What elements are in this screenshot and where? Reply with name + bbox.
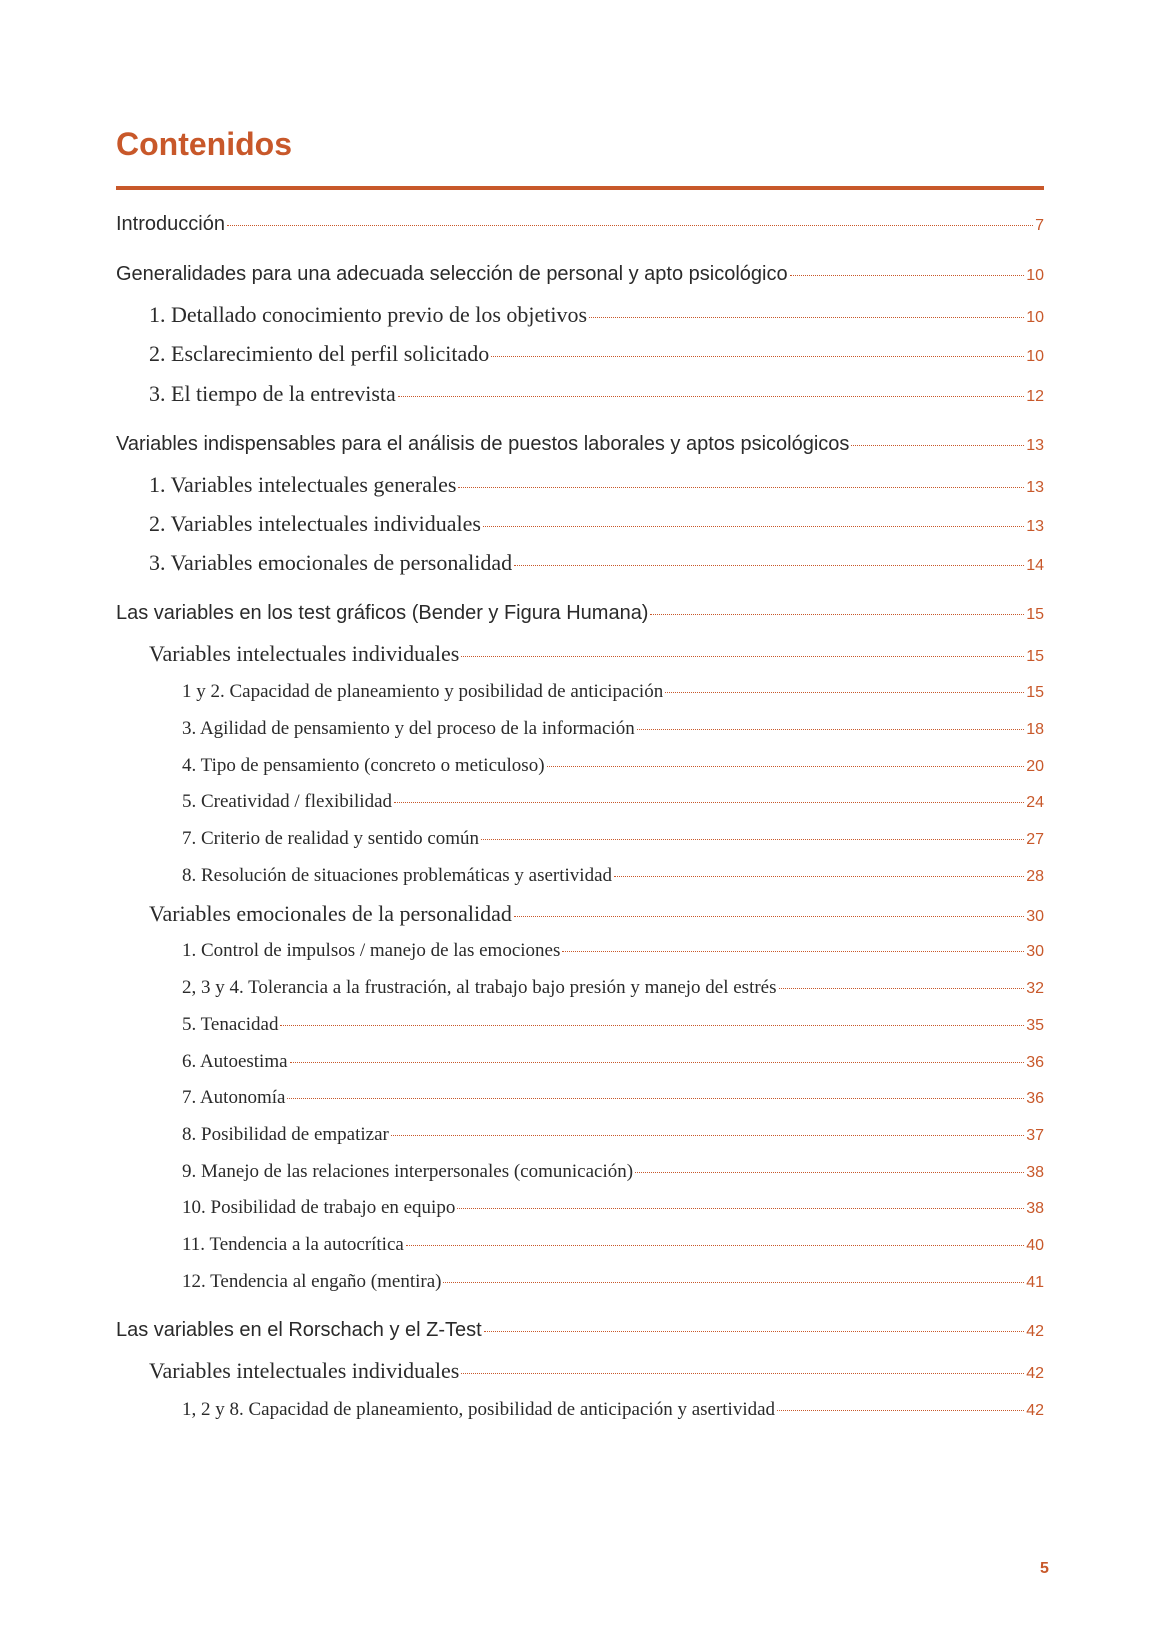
toc-entry-title: 11. Tendencia a la autocrítica — [182, 1234, 404, 1255]
toc-entry-title: 3. Variables emocionales de personalidad — [149, 550, 513, 575]
toc-entry-title: 2. Esclarecimiento del perfil solicitado — [149, 341, 490, 366]
toc-entry-title: 5. Tenacidad — [182, 1014, 279, 1035]
toc-entry[interactable] — [116, 678, 1044, 706]
toc-entry-page: 10 — [1026, 348, 1044, 365]
toc-entry-title: Variables intelectuales individuales — [149, 641, 460, 666]
toc-entry-page: 13 — [1026, 479, 1044, 496]
dot-leader — [406, 1245, 1024, 1246]
toc-entry-title: Introducción — [116, 213, 225, 235]
toc-entry-title: 4. Tipo de pensamiento (concreto o meticuloso) — [182, 755, 545, 776]
toc-entry-page: 15 — [1026, 606, 1044, 623]
toc-entry-page: 15 — [1026, 684, 1044, 701]
toc-entry-title: 1. Variables intelectuales generales — [149, 472, 457, 497]
page-title: Contenidos — [116, 126, 292, 162]
toc-entry[interactable] — [116, 549, 1044, 577]
toc-entry[interactable] — [116, 1194, 1044, 1222]
toc-entry-page: 13 — [1026, 437, 1044, 454]
toc-entry[interactable] — [116, 1048, 1044, 1076]
toc-entry[interactable] — [116, 430, 1044, 458]
toc-entry-page: 36 — [1026, 1090, 1044, 1107]
toc-entry-title: 1. Control de impulsos / manejo de las emociones — [182, 940, 561, 961]
dot-leader — [483, 526, 1024, 527]
toc-entry[interactable] — [116, 862, 1044, 890]
dot-leader — [287, 1098, 1024, 1099]
toc-entry-page: 28 — [1026, 868, 1044, 885]
toc-entry-page: 24 — [1026, 794, 1044, 811]
toc-entry[interactable] — [116, 340, 1044, 368]
dot-leader — [443, 1282, 1024, 1283]
toc-entry-page: 35 — [1026, 1017, 1044, 1034]
toc-entry-page: 10 — [1026, 309, 1044, 326]
toc-entry-page: 10 — [1026, 267, 1044, 284]
toc-entry-title: 5. Creatividad / flexibilidad — [182, 791, 393, 812]
dot-leader — [589, 317, 1024, 318]
toc-entry-title: 1, 2 y 8. Capacidad de planeamiento, posibilidad de anticipación y asertividad — [182, 1399, 776, 1420]
toc-entry-page: 32 — [1026, 980, 1044, 997]
dot-leader — [635, 1172, 1024, 1173]
dot-leader — [851, 445, 1024, 446]
dot-leader — [790, 275, 1025, 276]
dot-leader — [650, 614, 1024, 615]
toc-entry-page: 36 — [1026, 1054, 1044, 1071]
toc-entry-page: 14 — [1026, 557, 1044, 574]
toc-entry-title: 6. Autoestima — [182, 1051, 288, 1072]
dot-leader — [547, 766, 1025, 767]
toc-entry[interactable] — [116, 510, 1044, 538]
toc-entry-title: Variables intelectuales individuales — [149, 1358, 460, 1383]
toc-entry[interactable] — [116, 1396, 1044, 1424]
toc-entry-page: 27 — [1026, 831, 1044, 848]
toc-entry-title: Variables emocionales de la personalidad — [149, 901, 512, 926]
dot-leader — [665, 692, 1024, 693]
toc-entry-title: 3. El tiempo de la entrevista — [149, 381, 396, 406]
toc-entry-title: 8. Posibilidad de empatizar — [182, 1124, 389, 1145]
dot-leader — [484, 1331, 1024, 1332]
dot-leader — [637, 729, 1024, 730]
toc-entry-title: 2. Variables intelectuales individuales — [149, 511, 481, 536]
toc-entry-page: 42 — [1026, 1402, 1044, 1419]
toc-entry[interactable] — [116, 1158, 1044, 1186]
toc-entry-title: 9. Manejo de las relaciones interpersonales (comunicación) — [182, 1161, 634, 1182]
toc-entry-page: 38 — [1026, 1164, 1044, 1181]
dot-leader — [514, 565, 1024, 566]
dot-leader — [290, 1062, 1025, 1063]
toc-entry[interactable] — [116, 715, 1044, 743]
toc-entry-page: 18 — [1026, 721, 1044, 738]
dot-leader — [481, 839, 1024, 840]
toc-entry[interactable] — [116, 752, 1044, 780]
toc-entry[interactable] — [116, 471, 1044, 499]
toc-entry[interactable] — [116, 937, 1044, 965]
toc-entry[interactable] — [116, 301, 1044, 329]
toc-entry-title: Variables indispensables para el análisis de puestos laborales y aptos psicológicos — [116, 433, 850, 455]
toc-entry[interactable] — [116, 825, 1044, 853]
toc-entry[interactable] — [116, 1084, 1044, 1112]
toc-entry-page: 20 — [1026, 758, 1044, 775]
toc-entry-page: 40 — [1026, 1237, 1044, 1254]
dot-leader — [457, 1208, 1024, 1209]
toc-entry-title: 2, 3 y 4. Tolerancia a la frustración, al trabajo bajo presión y manejo del estrés — [182, 977, 777, 998]
toc-entry-page: 41 — [1026, 1274, 1044, 1291]
toc-entry-page: 12 — [1026, 388, 1044, 405]
toc-entry-page: 37 — [1026, 1127, 1044, 1144]
toc-entry-page: 7 — [1035, 217, 1044, 234]
dot-leader — [458, 487, 1024, 488]
toc-entry[interactable] — [116, 640, 1044, 668]
toc-entry[interactable] — [116, 1268, 1044, 1296]
toc-entry-page: 38 — [1026, 1200, 1044, 1217]
toc-entry-title: 7. Criterio de realidad y sentido común — [182, 828, 480, 849]
toc-entry-title: 12. Tendencia al engaño (mentira) — [182, 1271, 442, 1292]
dot-leader — [461, 656, 1024, 657]
toc-entry-title: Generalidades para una adecuada selección de personal y apto psicológico — [116, 263, 788, 285]
toc-entry-title: 8. Resolución de situaciones problemáticas y asertividad — [182, 865, 613, 886]
page-number: 5 — [1040, 1560, 1049, 1577]
dot-leader — [398, 396, 1024, 397]
dot-leader — [391, 1135, 1024, 1136]
toc-entry[interactable] — [116, 1011, 1044, 1039]
toc-entry[interactable] — [116, 900, 1044, 928]
toc-entry[interactable] — [116, 1231, 1044, 1259]
toc-entry-page: 15 — [1026, 648, 1044, 665]
toc-entry[interactable] — [116, 599, 1044, 627]
toc-entry[interactable] — [116, 260, 1044, 288]
toc-entry-title: 10. Posibilidad de trabajo en equipo — [182, 1197, 456, 1218]
dot-leader — [280, 1025, 1024, 1026]
toc-entry-title: Las variables en el Rorschach y el Z-Test — [116, 1319, 482, 1341]
toc-entry-page: 30 — [1026, 908, 1044, 925]
toc-entry-page: 42 — [1026, 1323, 1044, 1340]
toc-entry-page: 42 — [1026, 1365, 1044, 1382]
toc-entry[interactable] — [116, 1316, 1044, 1344]
toc-entry-page: 13 — [1026, 518, 1044, 535]
dot-leader — [777, 1410, 1024, 1411]
toc-entry[interactable] — [116, 1121, 1044, 1149]
toc-entry[interactable] — [116, 1357, 1044, 1385]
dot-leader — [514, 916, 1024, 917]
dot-leader — [394, 802, 1024, 803]
dot-leader — [562, 951, 1024, 952]
dot-leader — [614, 876, 1024, 877]
toc-entry[interactable] — [116, 788, 1044, 816]
dot-leader — [227, 225, 1033, 226]
title-divider — [116, 186, 1044, 190]
toc-entry-title: 1 y 2. Capacidad de planeamiento y posibilidad de anticipación — [182, 681, 664, 702]
dot-leader — [779, 988, 1025, 989]
dot-leader — [491, 356, 1024, 357]
toc-entry-title: 1. Detallado conocimiento previo de los objetivos — [149, 302, 588, 327]
dot-leader — [461, 1373, 1024, 1374]
toc-entry[interactable] — [116, 380, 1044, 408]
toc-entry-title: 7. Autonomía — [182, 1087, 286, 1108]
toc-entry-title: 3. Agilidad de pensamiento y del proceso de la información — [182, 718, 635, 739]
toc-entry-page: 30 — [1026, 943, 1044, 960]
toc-entry[interactable] — [116, 974, 1044, 1002]
toc-entry[interactable] — [116, 210, 1044, 238]
toc-entry-title: Las variables en los test gráficos (Bender y Figura Humana) — [116, 602, 649, 624]
